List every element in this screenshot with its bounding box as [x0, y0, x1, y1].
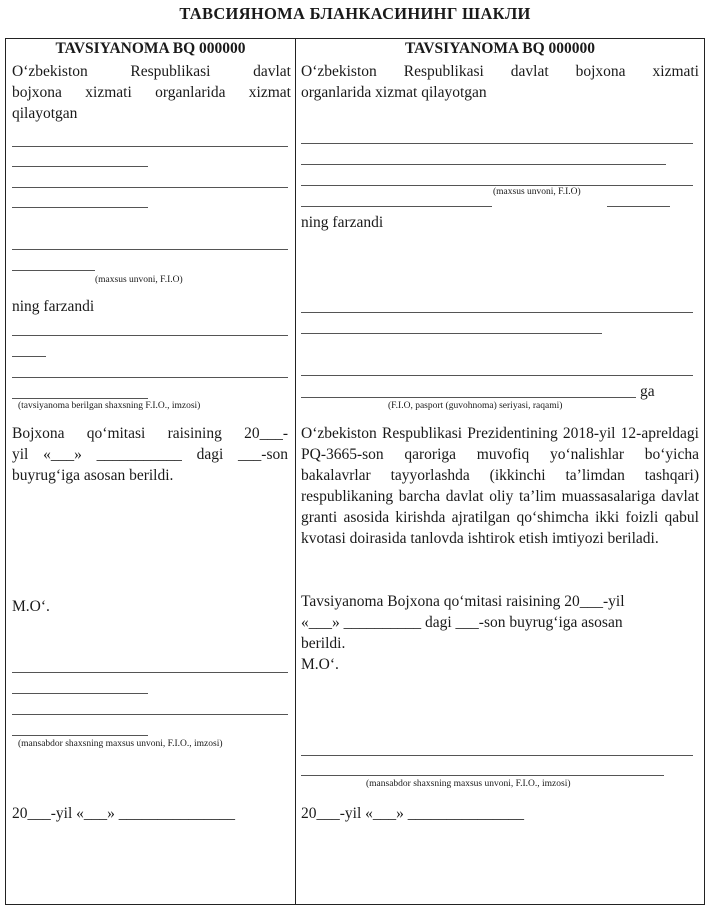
right-header: TAVSIYANOMA BQ 000000 [404, 40, 596, 57]
left-blank-line-1[interactable] [12, 146, 288, 147]
right-blank-line-8[interactable] [301, 375, 693, 376]
left-blank-line-4[interactable] [12, 207, 148, 208]
right-blank-line-1[interactable] [301, 143, 693, 144]
left-order [12, 423, 288, 486]
right-blank-line-10[interactable] [301, 755, 693, 756]
left-blank-line-13[interactable] [12, 714, 288, 715]
right-caption-rank: (maxsus unvoni, F.I.O) [493, 187, 581, 197]
left-blank-line-10[interactable] [12, 398, 148, 399]
left-blank-line-5[interactable] [12, 249, 288, 250]
left-child-of: ning farzandi [12, 298, 95, 315]
left-blank-line-2[interactable] [12, 166, 148, 167]
right-order-line-1: Tavsiyanoma Bojxona qo‘mitasi raisining 20___-yil [301, 593, 625, 610]
right-blank-line-4[interactable] [301, 206, 492, 207]
left-intro-line-3: qilayotgan [12, 105, 78, 122]
left-caption-official: (mansabdor shaxsning maxsus unvoni, F.I.O., imzosi) [18, 739, 223, 749]
right-intro-line-1: O‘zbekiston Respublikasi davlat bojxona xizmati [301, 63, 699, 80]
left-blank-line-11[interactable] [12, 672, 288, 673]
right-child-of: ning farzandi [301, 214, 384, 231]
right-blank-line-6[interactable] [301, 312, 693, 313]
left-blank-line-14[interactable] [12, 735, 148, 736]
left-blank-line-8[interactable] [12, 356, 46, 357]
left-blank-line-7[interactable] [12, 335, 288, 336]
left-intro-line-2: bojxona xizmati organlarida xizmat [12, 84, 291, 101]
right-caption-passport: (F.I.O, pasport (guvohnoma) seriyasi, raqami) [388, 401, 563, 411]
left-blank-line-9[interactable] [12, 377, 288, 378]
left-caption-rank: (maxsus unvoni, F.I.O) [95, 275, 183, 285]
right-blank-line-3[interactable] [301, 185, 693, 186]
left-header: TAVSIYANOMA BQ 000000 [55, 40, 246, 57]
right-blank-line-2[interactable] [301, 164, 666, 165]
right-caption-official: (mansabdor shaxsning maxsus unvoni, F.I.O., imzosi) [366, 779, 571, 789]
right-stamp: M.O‘. [301, 656, 339, 673]
column-divider [295, 38, 296, 905]
right-order [301, 591, 699, 675]
right-body-text: O‘zbekiston Respublikasi Prezidentining 2018-yil 12-apreldagi PQ-3665-son qaroriga muvofiq yo‘nalishlar bo‘yicha bakalavrlar tayyorlashda (ikkinchi ta’limdan tashqari) respublikaning barcha davlat oliy ta’lim muassasalariga davlat granti asosida kirishda ajratilgan qo‘shimcha ikki foizli qabul kvotasi doirasida tanlovda ishtirok etish imtiyozi beriladi. [301, 425, 699, 547]
right-blank-line-5[interactable] [607, 206, 670, 207]
right-ga: ga [640, 383, 655, 400]
right-order-line-3: berildi. [301, 635, 346, 652]
left-blank-line-6[interactable] [12, 270, 95, 271]
left-intro-line-1: O‘zbekiston Respublikasi davlat [12, 63, 291, 80]
left-order-line-1: Bojxona qo‘mitasi raisining 20___- [12, 425, 288, 442]
right-blank-line-11[interactable] [301, 775, 664, 776]
left-stamp: M.O‘. [12, 598, 50, 615]
left-order-line-2: yil «___» ___________ dagi ___-son [12, 446, 288, 463]
right-blank-line-9[interactable] [301, 397, 636, 398]
left-intro [12, 61, 291, 124]
left-caption-recipient: (tavsiyanoma berilgan shaxsning F.I.O., imzosi) [18, 401, 201, 411]
right-intro-line-2: organlarida xizmat qilayotgan [301, 84, 487, 101]
right-blank-line-7[interactable] [301, 333, 602, 334]
left-blank-line-3[interactable] [12, 187, 288, 188]
document-title: ТАВСИЯНОМА БЛАНКАСИНИНГ ШАКЛИ [179, 4, 531, 23]
right-date-line[interactable]: 20___-yil «___» _______________ [301, 805, 525, 822]
left-blank-line-12[interactable] [12, 693, 148, 694]
right-intro [301, 61, 699, 103]
left-order-line-3: buyrug‘iga asosan berildi. [12, 467, 174, 484]
right-order-line-2: «___» __________ dagi ___-son buyrug‘iga asosan [301, 614, 623, 631]
left-date-line[interactable]: 20___-yil «___» _______________ [12, 805, 236, 822]
